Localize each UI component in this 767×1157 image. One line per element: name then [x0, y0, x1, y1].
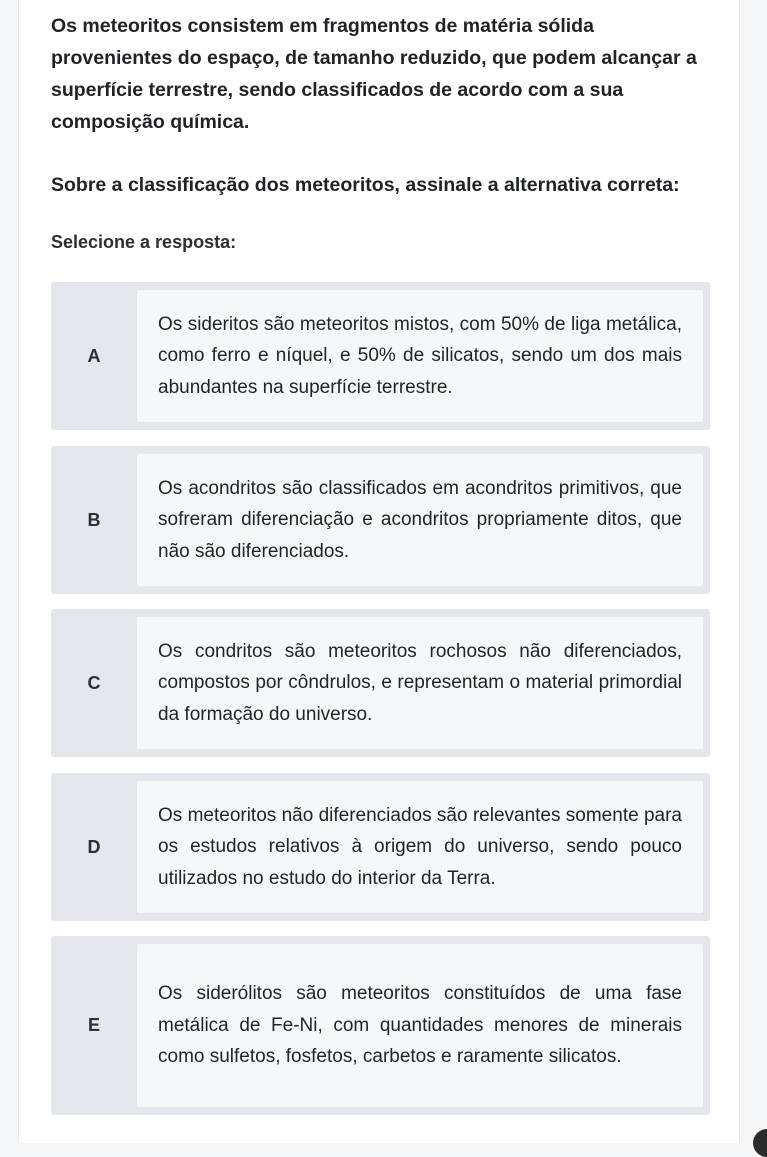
- option-text: Os condritos são meteoritos rochosos não diferenciados, compostos por côndrulos, e representam o material primordial da formação do universo.: [158, 640, 682, 725]
- question-text: [51, 10, 711, 201]
- option-letter: D: [87, 836, 101, 857]
- option-letter: E: [87, 1015, 100, 1035]
- option-text: Os sideritos são meteoritos mistos, com 50% de liga metálica, como ferro e níquel, e 50% de silicatos, sendo um dos mais abundantes na superfície terrestre.: [158, 313, 682, 398]
- option-d[interactable]: [51, 773, 710, 921]
- floating-action-button[interactable]: [753, 1129, 767, 1157]
- option-letter: C: [87, 672, 101, 693]
- option-a[interactable]: [51, 282, 710, 430]
- option-c[interactable]: [51, 609, 710, 757]
- option-text-box: [137, 454, 703, 586]
- option-text-box: [137, 781, 703, 913]
- question-prompt: Sobre a classificação dos meteoritos, assinale a alternativa correta:: [51, 174, 680, 196]
- option-text: Os siderólitos são meteoritos constituídos de uma fase metálica de Fe-Ni, com quantidades menores de minerais como sulfetos, fosfetos, carbetos e raramente silicatos.: [158, 983, 682, 1068]
- option-letter: B: [87, 509, 101, 530]
- option-text: Os acondritos são classificados em acondritos primitivos, que sofreram diferenciação e acondritos propriamente ditos, que não são diferenciados.: [158, 477, 682, 562]
- option-text: Os meteoritos não diferenciados são relevantes somente para os estudos relativos à origem do universo, sendo pouco utilizados no estudo do interior da Terra.: [158, 804, 682, 889]
- option-b[interactable]: [51, 446, 710, 594]
- question-statement: Os meteoritos consistem em fragmentos de matéria sólida provenientes do espaço, de tamanho reduzido, que podem alcançar a superfície terrestre, sendo classificados de acordo com a sua composição química.: [51, 15, 697, 133]
- select-answer-label: Selecione a resposta:: [51, 232, 237, 252]
- question-card: [18, 0, 740, 1143]
- option-text-box: [137, 290, 703, 422]
- option-text-box: [137, 944, 703, 1107]
- option-e[interactable]: [51, 936, 710, 1115]
- option-letter: A: [87, 345, 101, 366]
- option-text-box: [137, 617, 703, 749]
